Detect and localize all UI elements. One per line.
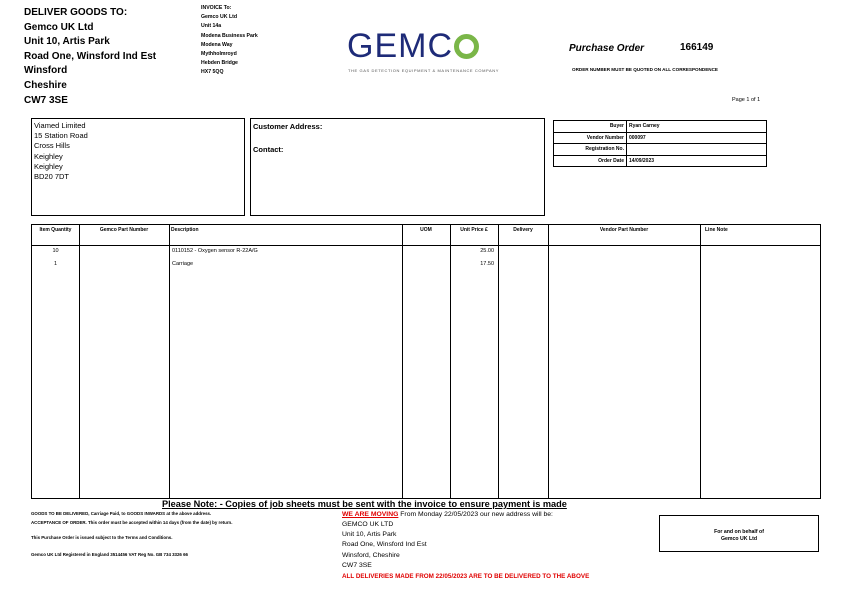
header-line-note: Line Note — [705, 227, 728, 233]
column-divider — [79, 225, 80, 498]
signature-line: For and on behalf of — [714, 529, 764, 535]
info-value: 14/09/2023 — [627, 155, 767, 167]
info-label: Registration No. — [554, 144, 627, 156]
info-row — [554, 132, 767, 144]
logo-tagline: THE GAS DETECTION EQUIPMENT & MAINTENANCE COMPANY — [348, 68, 500, 73]
moving-text: From Monday 22/05/2023 our new address will be: — [400, 511, 553, 518]
invoice-line: HX7 5QQ — [201, 69, 224, 76]
column-divider — [402, 225, 403, 498]
row-qty: 1 — [53, 261, 58, 267]
customer-address-label: Customer Address: — [253, 122, 323, 131]
header-description: Description — [171, 227, 199, 233]
new-address-line: Unit 10, Artis Park — [342, 531, 397, 539]
po-number: 166149 — [680, 42, 714, 53]
row-unit-price: 25.00 — [480, 248, 494, 254]
deliver-line: Cheshire — [24, 79, 67, 91]
new-address-block — [342, 520, 427, 571]
deliver-heading: DELIVER GOODS TO: — [24, 7, 128, 18]
info-label: Order Date — [554, 155, 627, 167]
deliver-to-block — [24, 6, 156, 108]
row-description: Carriage — [172, 261, 194, 267]
signature-box — [659, 515, 819, 552]
please-note: Please Note: - Copies of job sheets must be sent with the invoice to ensure payment is made — [162, 499, 567, 509]
header-unit-price: Unit Price £ — [460, 227, 488, 233]
header-gemco-part: Gemco Part Number — [99, 227, 149, 233]
header-qty: Item Quantity — [39, 227, 72, 233]
supplier-line: 15 Station Road — [34, 131, 88, 141]
contact-label: Contact: — [253, 145, 284, 154]
header-divider — [32, 245, 820, 246]
invoice-line: Mythholmroyd — [201, 51, 237, 58]
new-address-line: CW7 3SE — [342, 561, 372, 569]
header-uom: UOM — [420, 227, 432, 233]
page-indicator: Page 1 of 1 — [732, 97, 761, 103]
column-divider — [169, 225, 170, 498]
deliver-line: Winsford — [24, 65, 68, 77]
invoice-line: Hebden Bridge — [201, 60, 238, 67]
invoice-to-block — [201, 4, 258, 78]
row-qty: 10 — [52, 248, 59, 254]
logo-ring-icon — [454, 34, 479, 59]
deliver-line: Road One, Winsford Ind Est — [24, 50, 157, 62]
deliver-line: Unit 10, Artis Park — [24, 36, 110, 48]
column-divider — [700, 225, 701, 498]
new-address-line: Winsford, Cheshire — [342, 551, 400, 559]
moving-notice — [342, 511, 553, 518]
supplier-line: Viamed Limited — [34, 121, 86, 130]
info-value: 000097 — [627, 132, 767, 144]
info-value: Ryan Carney — [627, 121, 767, 133]
deliver-line: CW7 3SE — [24, 94, 68, 106]
moving-highlight: WE ARE MOVING — [342, 511, 399, 518]
info-row — [554, 121, 767, 133]
terms-conditions: This Purchase Order is issued subject to the Terms and Conditions. — [31, 535, 173, 540]
po-label: Purchase Order — [569, 43, 645, 54]
customer-address-box — [250, 118, 545, 216]
logo-wordmark: GEMC — [347, 27, 453, 65]
deliveries-notice: ALL DELIVERIES MADE FROM 22/05/2023 ARE TO BE DELIVERED TO THE ABOVE — [342, 573, 590, 580]
supplier-address-box — [31, 118, 245, 216]
invoice-line: Modena Business Park — [201, 32, 258, 39]
supplier-line: Keighley — [34, 151, 63, 161]
header-vendor-part: Vendor Part Number — [599, 227, 649, 233]
supplier-line: BD20 7DT — [34, 172, 70, 182]
new-address-line: Road One, Winsford Ind Est — [342, 541, 427, 549]
row-description: 0110152 - Oxygen sensor R-22A/G — [172, 248, 258, 254]
signature-line: Gemco UK Ltd — [720, 536, 758, 542]
company-registration: Gemco UK Ltd Registered in England 3514456 VAT Reg No. GB 734 3326 66 — [31, 552, 188, 557]
terms-acceptance: ACCEPTANCE OF ORDER. This order must be accepted within 14 days (from the date) by return. — [31, 520, 233, 525]
gemco-logo — [347, 29, 479, 63]
invoice-line: Unit 14a — [201, 23, 222, 30]
info-label: Vendor Number — [554, 132, 627, 144]
invoice-line: Modena Way — [201, 41, 233, 48]
po-note: ORDER NUMBER MUST BE QUOTED ON ALL CORRESPONDENCE — [572, 67, 718, 72]
supplier-line: Keighley — [34, 161, 63, 171]
info-value — [627, 144, 767, 156]
row-unit-price: 17.50 — [480, 261, 494, 267]
supplier-line: Cross Hills — [34, 141, 70, 151]
order-info-table — [553, 120, 767, 167]
info-row — [554, 155, 767, 167]
new-address-line: GEMCO UK LTD — [342, 521, 394, 528]
info-row — [554, 144, 767, 156]
column-divider — [498, 225, 499, 498]
invoice-line: Gemco UK Ltd — [201, 14, 238, 21]
info-label: Buyer — [554, 121, 627, 133]
terms-delivery: GOODS TO BE DELIVERED, Carriage Paid, to GOODS INWARDS at the above address. — [31, 511, 212, 516]
deliver-line: Gemco UK Ltd — [24, 21, 94, 33]
invoice-heading: INVOICE To: — [201, 5, 232, 11]
items-table — [31, 224, 821, 499]
column-divider — [548, 225, 549, 498]
header-delivery: Delivery — [513, 227, 533, 233]
